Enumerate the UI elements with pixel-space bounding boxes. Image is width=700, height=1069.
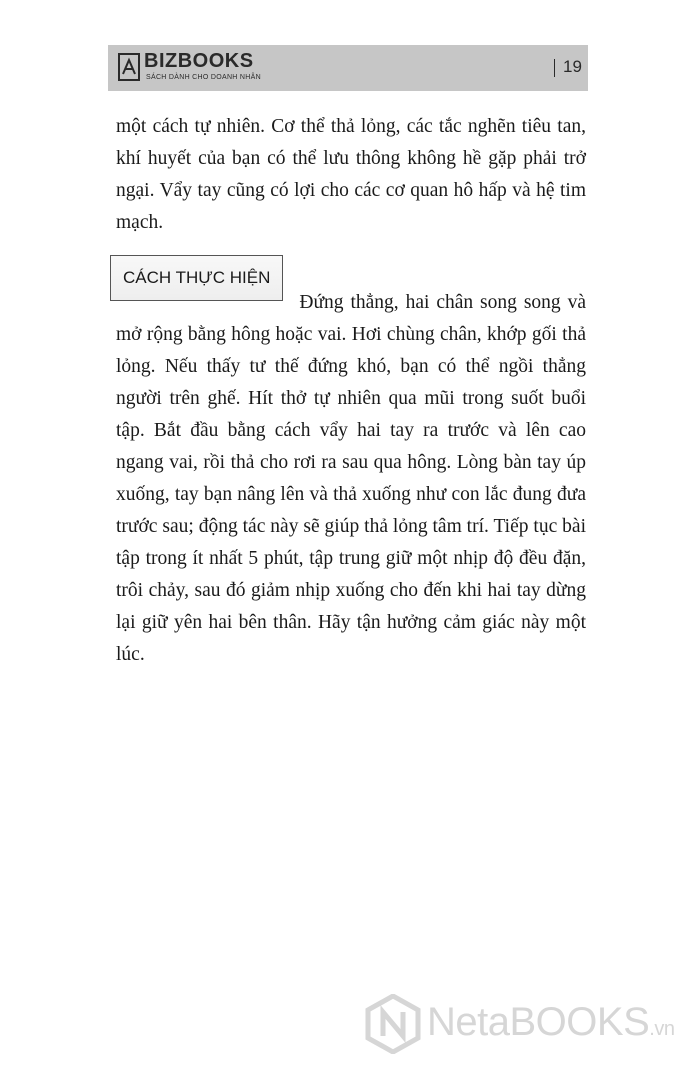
- how-to-label-box: CÁCH THỰC HIỆN: [110, 255, 283, 301]
- instructions-text: Đứng thẳng, hai chân song song và mở rộng bằng hông hoặc vai. Hơi chùng chân, khớp gối thả lỏng. Nếu thấy tư thế đứng khó, bạn có thể ngồi thẳng người trên ghế. Hít thở tự nhiên qua mũi trong suốt buổi tập. Bắt đầu bằng cách vẩy hai tay ra trước và lên cao ngang vai, rồi thả cho rơi ra sau qua hông. Lòng bàn tay úp xuống, tay bạn nâng lên và thả xuống như con lắc đung đưa trước sau; động tác này sẽ giúp thả lỏng tâm trí. Tiếp tục bài tập trong ít nhất 5 phút, tập trung giữ một nhịp độ đều đặn, trôi chảy, sau đó giảm nhịp xuống cho đến khi hai tay dừng lại giữ yên hai bên thân. Hãy tận hưởng cảm giác này một lúc.: [116, 292, 586, 665]
- brand-name: BIZBOOKS: [144, 50, 254, 72]
- watermark-suffix: .vn: [649, 1018, 675, 1040]
- netabooks-watermark: [365, 992, 695, 1062]
- watermark-text: [427, 1000, 674, 1045]
- watermark-brand: NetaBOOKS: [427, 1000, 650, 1044]
- page-number: 19: [563, 57, 582, 76]
- bizbooks-logo: [118, 50, 261, 86]
- bizbooks-logo-icon: [118, 52, 140, 82]
- page-header: [108, 45, 588, 91]
- paragraph-intro: một cách tự nhiên. Cơ thể thả lỏng, các tắc nghẽn tiêu tan, khí huyết của bạn có thể lưu thông không hề gặp phải trở ngại. Vẩy tay cũng có lợi cho các cơ quan hô hấp và hệ tim mạch.: [116, 116, 586, 233]
- brand-tagline: SÁCH DÀNH CHO DOANH NHÂN: [146, 74, 261, 81]
- paragraph-instructions: [116, 268, 586, 671]
- page-number-divider: [554, 59, 555, 77]
- netabooks-logo-icon: [365, 994, 421, 1054]
